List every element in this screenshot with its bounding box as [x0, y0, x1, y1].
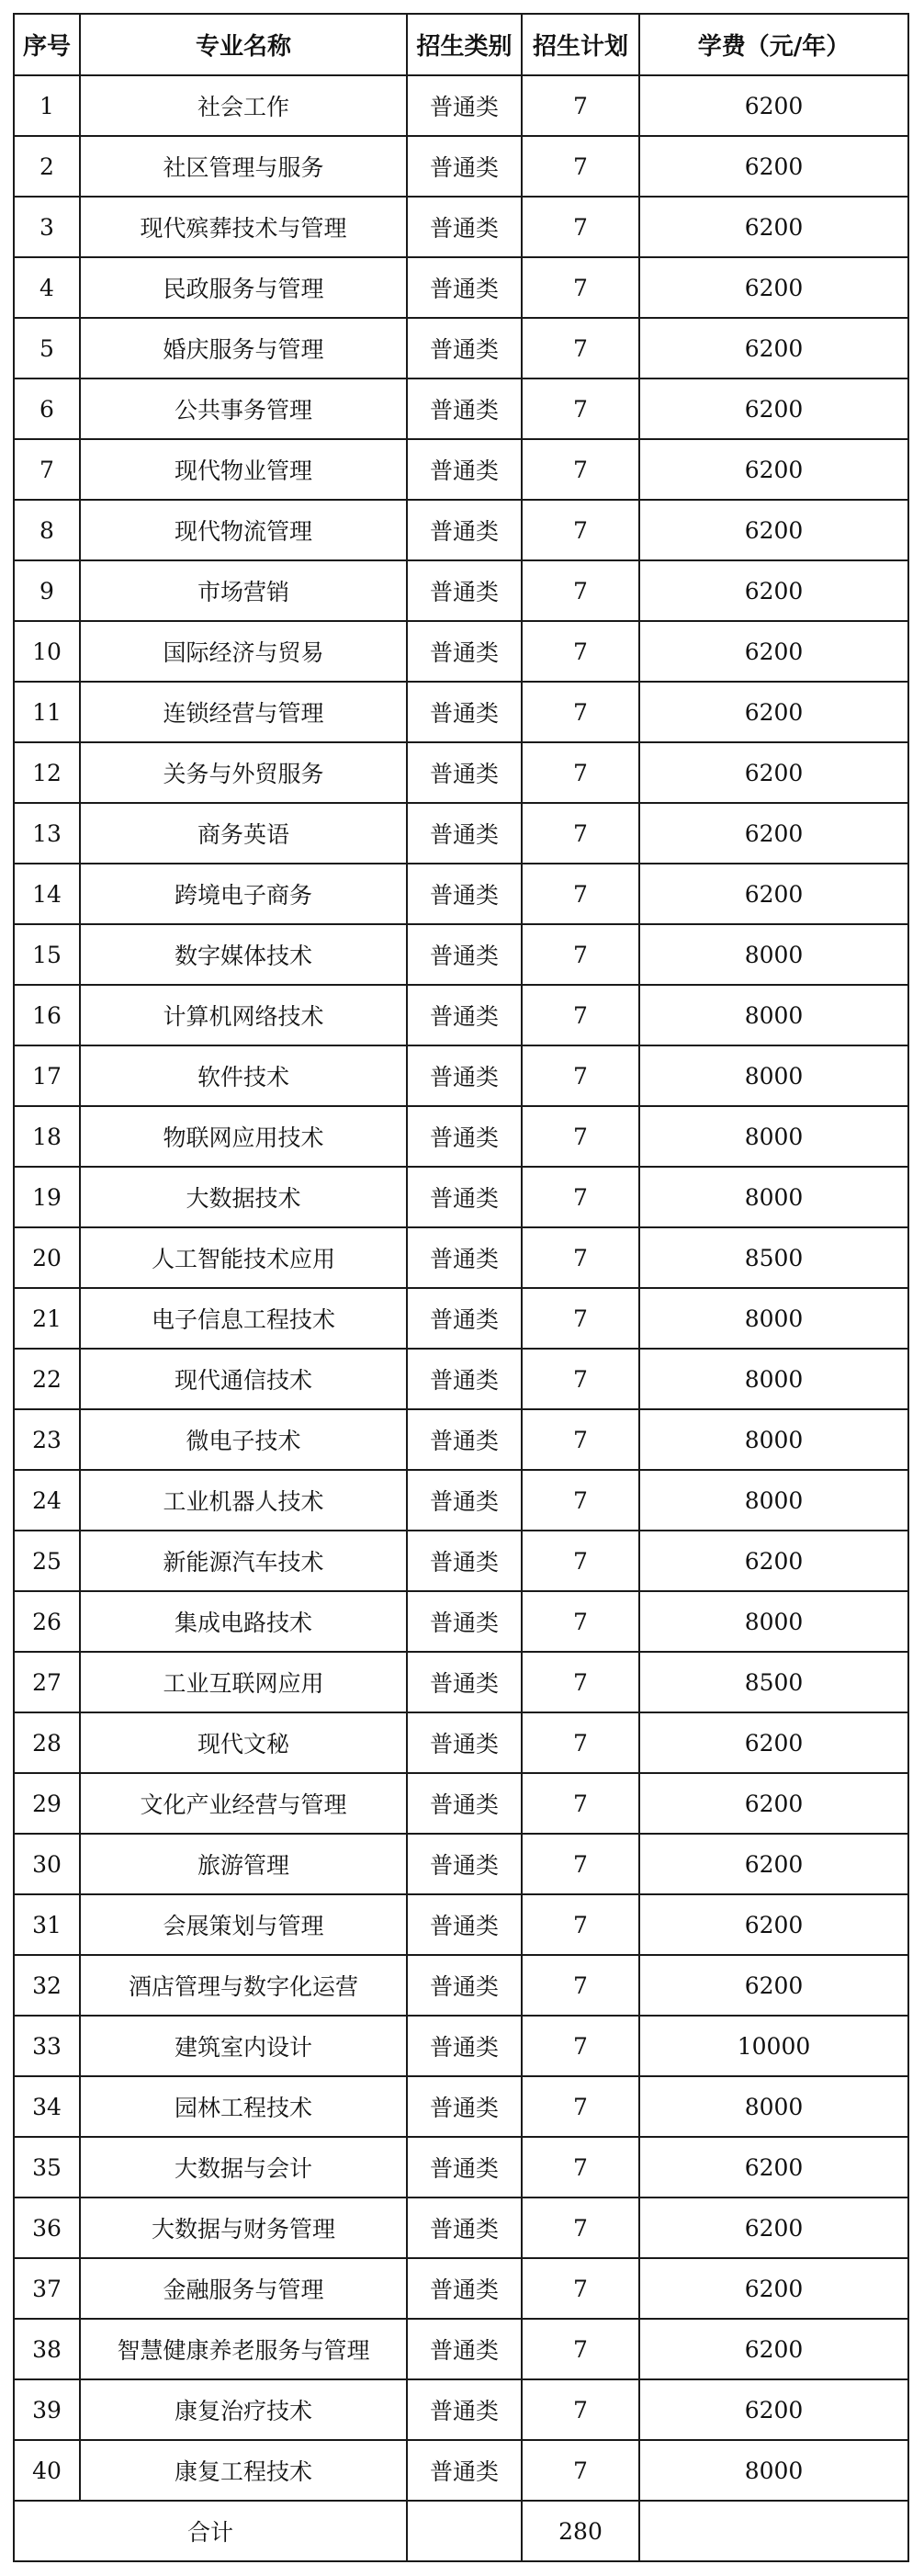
cell-enroll-plan: 7: [522, 1955, 639, 2016]
cell-enroll-type: 普通类: [407, 257, 522, 318]
table-row: [14, 1349, 908, 1409]
cell-tuition: 6200: [639, 2379, 908, 2440]
cell-tuition: 8000: [639, 985, 908, 1045]
cell-major-name: 物联网应用技术: [80, 1106, 407, 1167]
cell-enroll-plan: 7: [522, 2016, 639, 2076]
cell-enroll-plan: 7: [522, 500, 639, 560]
cell-no: 19: [14, 1167, 80, 1227]
cell-enroll-type: 普通类: [407, 2440, 522, 2501]
cell-no: 34: [14, 2076, 80, 2137]
cell-no: 3: [14, 197, 80, 257]
cell-major-name: 金融服务与管理: [80, 2258, 407, 2319]
cell-no: 38: [14, 2319, 80, 2379]
table-row: [14, 1045, 908, 1106]
cell-tuition: 6200: [639, 1834, 908, 1894]
cell-tuition: 6200: [639, 1712, 908, 1773]
header-no: 序号: [14, 14, 80, 75]
table-row: [14, 197, 908, 257]
cell-enroll-type: 普通类: [407, 197, 522, 257]
cell-major-name: 社区管理与服务: [80, 136, 407, 197]
cell-enroll-type: 普通类: [407, 2016, 522, 2076]
cell-tuition: 8000: [639, 1470, 908, 1531]
enrollment-table: [13, 13, 909, 2562]
cell-enroll-plan: 7: [522, 2076, 639, 2137]
cell-no: 4: [14, 257, 80, 318]
cell-no: 36: [14, 2198, 80, 2258]
cell-tuition: 6200: [639, 1773, 908, 1834]
cell-no: 37: [14, 2258, 80, 2319]
table-row: [14, 682, 908, 742]
cell-major-name: 商务英语: [80, 803, 407, 864]
cell-enroll-type: 普通类: [407, 1652, 522, 1712]
cell-major-name: 会展策划与管理: [80, 1894, 407, 1955]
cell-no: 25: [14, 1531, 80, 1591]
cell-major-name: 连锁经营与管理: [80, 682, 407, 742]
table-row: [14, 136, 908, 197]
cell-major-name: 集成电路技术: [80, 1591, 407, 1652]
cell-tuition: 6200: [639, 1894, 908, 1955]
table-row: [14, 1531, 908, 1591]
cell-enroll-type: 普通类: [407, 682, 522, 742]
cell-major-name: 婚庆服务与管理: [80, 318, 407, 378]
cell-no: 12: [14, 742, 80, 803]
cell-enroll-plan: 7: [522, 2137, 639, 2198]
cell-tuition: 6200: [639, 682, 908, 742]
cell-enroll-type: 普通类: [407, 500, 522, 560]
cell-no: 18: [14, 1106, 80, 1167]
cell-no: 2: [14, 136, 80, 197]
table-row: [14, 257, 908, 318]
total-label: 合计: [14, 2501, 407, 2561]
cell-enroll-type: 普通类: [407, 1288, 522, 1349]
cell-no: 20: [14, 1227, 80, 1288]
cell-no: 27: [14, 1652, 80, 1712]
cell-enroll-plan: 7: [522, 2379, 639, 2440]
cell-major-name: 国际经济与贸易: [80, 621, 407, 682]
cell-enroll-plan: 7: [522, 1470, 639, 1531]
cell-enroll-plan: 7: [522, 197, 639, 257]
cell-no: 23: [14, 1409, 80, 1470]
cell-enroll-type: 普通类: [407, 1894, 522, 1955]
cell-no: 17: [14, 1045, 80, 1106]
cell-enroll-type: 普通类: [407, 1712, 522, 1773]
total-type: [407, 2501, 522, 2561]
cell-tuition: 6200: [639, 1531, 908, 1591]
cell-tuition: 6200: [639, 75, 908, 136]
cell-major-name: 电子信息工程技术: [80, 1288, 407, 1349]
header-tuition: 学费（元/年）: [639, 14, 908, 75]
cell-major-name: 市场营销: [80, 560, 407, 621]
cell-tuition: 6200: [639, 197, 908, 257]
table-row: [14, 1712, 908, 1773]
table-row: [14, 924, 908, 985]
cell-enroll-plan: 7: [522, 439, 639, 500]
cell-tuition: 6200: [639, 621, 908, 682]
cell-enroll-plan: 7: [522, 682, 639, 742]
cell-no: 1: [14, 75, 80, 136]
cell-no: 32: [14, 1955, 80, 2016]
cell-tuition: 6200: [639, 864, 908, 924]
cell-tuition: 8500: [639, 1227, 908, 1288]
table-row: [14, 1955, 908, 2016]
cell-enroll-plan: 7: [522, 1894, 639, 1955]
cell-enroll-plan: 7: [522, 257, 639, 318]
cell-enroll-plan: 7: [522, 2440, 639, 2501]
cell-no: 30: [14, 1834, 80, 1894]
cell-enroll-plan: 7: [522, 2319, 639, 2379]
cell-major-name: 现代殡葬技术与管理: [80, 197, 407, 257]
table-row: [14, 2016, 908, 2076]
total-row: [14, 2501, 908, 2561]
table-row: [14, 1470, 908, 1531]
cell-enroll-plan: 7: [522, 864, 639, 924]
cell-major-name: 康复治疗技术: [80, 2379, 407, 2440]
table-row: [14, 803, 908, 864]
cell-major-name: 旅游管理: [80, 1834, 407, 1894]
cell-no: 14: [14, 864, 80, 924]
cell-tuition: 6200: [639, 318, 908, 378]
cell-tuition: 8000: [639, 2440, 908, 2501]
cell-enroll-type: 普通类: [407, 1470, 522, 1531]
cell-enroll-type: 普通类: [407, 560, 522, 621]
cell-enroll-plan: 7: [522, 1349, 639, 1409]
cell-tuition: 6200: [639, 1955, 908, 2016]
cell-tuition: 8000: [639, 1167, 908, 1227]
cell-tuition: 8000: [639, 2076, 908, 2137]
cell-no: 16: [14, 985, 80, 1045]
cell-enroll-plan: 7: [522, 1167, 639, 1227]
table-body: [14, 75, 908, 2501]
cell-enroll-plan: 7: [522, 1227, 639, 1288]
cell-tuition: 6200: [639, 2198, 908, 2258]
cell-enroll-plan: 7: [522, 378, 639, 439]
cell-tuition: 8000: [639, 1106, 908, 1167]
cell-major-name: 康复工程技术: [80, 2440, 407, 2501]
cell-tuition: 8000: [639, 1349, 908, 1409]
cell-enroll-type: 普通类: [407, 2198, 522, 2258]
cell-major-name: 计算机网络技术: [80, 985, 407, 1045]
cell-major-name: 民政服务与管理: [80, 257, 407, 318]
cell-no: 22: [14, 1349, 80, 1409]
cell-no: 28: [14, 1712, 80, 1773]
cell-major-name: 新能源汽车技术: [80, 1531, 407, 1591]
table-row: [14, 1106, 908, 1167]
cell-enroll-type: 普通类: [407, 1409, 522, 1470]
cell-enroll-plan: 7: [522, 803, 639, 864]
cell-no: 40: [14, 2440, 80, 2501]
cell-no: 15: [14, 924, 80, 985]
cell-enroll-type: 普通类: [407, 1045, 522, 1106]
cell-enroll-type: 普通类: [407, 136, 522, 197]
cell-major-name: 大数据技术: [80, 1167, 407, 1227]
cell-enroll-type: 普通类: [407, 2258, 522, 2319]
table-row: [14, 1894, 908, 1955]
table-row: [14, 500, 908, 560]
cell-enroll-plan: 7: [522, 1773, 639, 1834]
cell-major-name: 文化产业经营与管理: [80, 1773, 407, 1834]
table-row: [14, 1288, 908, 1349]
cell-enroll-plan: 7: [522, 560, 639, 621]
cell-tuition: 8500: [639, 1652, 908, 1712]
cell-no: 9: [14, 560, 80, 621]
cell-enroll-plan: 7: [522, 318, 639, 378]
cell-enroll-plan: 7: [522, 1591, 639, 1652]
cell-major-name: 大数据与会计: [80, 2137, 407, 2198]
cell-tuition: 6200: [639, 803, 908, 864]
cell-no: 21: [14, 1288, 80, 1349]
cell-enroll-type: 普通类: [407, 1227, 522, 1288]
cell-no: 13: [14, 803, 80, 864]
table-row: [14, 378, 908, 439]
cell-enroll-type: 普通类: [407, 2319, 522, 2379]
table-row: [14, 2379, 908, 2440]
cell-no: 8: [14, 500, 80, 560]
table-row: [14, 439, 908, 500]
table-row: [14, 2319, 908, 2379]
cell-tuition: 6200: [639, 257, 908, 318]
cell-tuition: 6200: [639, 378, 908, 439]
cell-enroll-type: 普通类: [407, 1834, 522, 1894]
cell-tuition: 6200: [639, 136, 908, 197]
table-row: [14, 864, 908, 924]
cell-major-name: 现代文秘: [80, 1712, 407, 1773]
cell-no: 33: [14, 2016, 80, 2076]
cell-no: 31: [14, 1894, 80, 1955]
table-row: [14, 1834, 908, 1894]
cell-enroll-plan: 7: [522, 2258, 639, 2319]
table-row: [14, 2198, 908, 2258]
cell-enroll-type: 普通类: [407, 864, 522, 924]
cell-major-name: 工业互联网应用: [80, 1652, 407, 1712]
table-row: [14, 560, 908, 621]
cell-major-name: 工业机器人技术: [80, 1470, 407, 1531]
cell-enroll-plan: 7: [522, 1652, 639, 1712]
cell-enroll-plan: 7: [522, 1106, 639, 1167]
cell-enroll-plan: 7: [522, 75, 639, 136]
table-row: [14, 1591, 908, 1652]
cell-no: 26: [14, 1591, 80, 1652]
cell-major-name: 大数据与财务管理: [80, 2198, 407, 2258]
cell-enroll-type: 普通类: [407, 1167, 522, 1227]
cell-tuition: 6200: [639, 2137, 908, 2198]
cell-no: 5: [14, 318, 80, 378]
cell-enroll-plan: 7: [522, 985, 639, 1045]
cell-enroll-type: 普通类: [407, 75, 522, 136]
cell-no: 11: [14, 682, 80, 742]
table-row: [14, 2440, 908, 2501]
cell-major-name: 现代物业管理: [80, 439, 407, 500]
cell-enroll-plan: 7: [522, 1288, 639, 1349]
cell-enroll-type: 普通类: [407, 1531, 522, 1591]
header-enroll-type: 招生类别: [407, 14, 522, 75]
table-row: [14, 742, 908, 803]
cell-enroll-plan: 7: [522, 1712, 639, 1773]
cell-major-name: 微电子技术: [80, 1409, 407, 1470]
cell-enroll-type: 普通类: [407, 439, 522, 500]
cell-enroll-plan: 7: [522, 1045, 639, 1106]
cell-enroll-type: 普通类: [407, 803, 522, 864]
table-row: [14, 1409, 908, 1470]
cell-tuition: 6200: [639, 500, 908, 560]
cell-tuition: 6200: [639, 2319, 908, 2379]
cell-no: 24: [14, 1470, 80, 1531]
cell-enroll-type: 普通类: [407, 318, 522, 378]
cell-tuition: 8000: [639, 1288, 908, 1349]
table-row: [14, 1167, 908, 1227]
cell-no: 10: [14, 621, 80, 682]
cell-tuition: 8000: [639, 1045, 908, 1106]
table-row: [14, 1227, 908, 1288]
table-row: [14, 1773, 908, 1834]
cell-enroll-type: 普通类: [407, 1955, 522, 2016]
cell-major-name: 社会工作: [80, 75, 407, 136]
cell-enroll-plan: 7: [522, 1531, 639, 1591]
cell-major-name: 跨境电子商务: [80, 864, 407, 924]
cell-major-name: 园林工程技术: [80, 2076, 407, 2137]
cell-no: 6: [14, 378, 80, 439]
cell-tuition: 8000: [639, 1409, 908, 1470]
cell-enroll-type: 普通类: [407, 2379, 522, 2440]
cell-enroll-type: 普通类: [407, 1106, 522, 1167]
cell-enroll-type: 普通类: [407, 1773, 522, 1834]
cell-tuition: 10000: [639, 2016, 908, 2076]
cell-enroll-plan: 7: [522, 2198, 639, 2258]
cell-major-name: 数字媒体技术: [80, 924, 407, 985]
table-row: [14, 2137, 908, 2198]
cell-enroll-type: 普通类: [407, 742, 522, 803]
cell-major-name: 现代通信技术: [80, 1349, 407, 1409]
cell-major-name: 建筑室内设计: [80, 2016, 407, 2076]
cell-enroll-type: 普通类: [407, 924, 522, 985]
cell-major-name: 酒店管理与数字化运营: [80, 1955, 407, 2016]
total-fee: [639, 2501, 908, 2561]
cell-enroll-type: 普通类: [407, 1349, 522, 1409]
cell-no: 7: [14, 439, 80, 500]
cell-enroll-type: 普通类: [407, 985, 522, 1045]
header-major-name: 专业名称: [80, 14, 407, 75]
cell-enroll-plan: 7: [522, 136, 639, 197]
cell-enroll-type: 普通类: [407, 621, 522, 682]
table-row: [14, 621, 908, 682]
cell-enroll-type: 普通类: [407, 2076, 522, 2137]
cell-enroll-plan: 7: [522, 924, 639, 985]
cell-tuition: 8000: [639, 924, 908, 985]
cell-enroll-plan: 7: [522, 1834, 639, 1894]
cell-major-name: 软件技术: [80, 1045, 407, 1106]
cell-tuition: 6200: [639, 560, 908, 621]
cell-tuition: 6200: [639, 439, 908, 500]
total-plan: 280: [522, 2501, 639, 2561]
cell-enroll-plan: 7: [522, 742, 639, 803]
cell-major-name: 关务与外贸服务: [80, 742, 407, 803]
cell-no: 29: [14, 1773, 80, 1834]
cell-enroll-type: 普通类: [407, 1591, 522, 1652]
table-row: [14, 2076, 908, 2137]
cell-no: 35: [14, 2137, 80, 2198]
cell-tuition: 6200: [639, 2258, 908, 2319]
cell-tuition: 8000: [639, 1591, 908, 1652]
table-row: [14, 1652, 908, 1712]
table-row: [14, 318, 908, 378]
cell-major-name: 公共事务管理: [80, 378, 407, 439]
table-row: [14, 75, 908, 136]
cell-enroll-plan: 7: [522, 1409, 639, 1470]
cell-enroll-plan: 7: [522, 621, 639, 682]
header-enroll-plan: 招生计划: [522, 14, 639, 75]
table-row: [14, 985, 908, 1045]
cell-enroll-type: 普通类: [407, 2137, 522, 2198]
cell-major-name: 智慧健康养老服务与管理: [80, 2319, 407, 2379]
cell-major-name: 人工智能技术应用: [80, 1227, 407, 1288]
cell-no: 39: [14, 2379, 80, 2440]
table-row: [14, 2258, 908, 2319]
cell-enroll-type: 普通类: [407, 378, 522, 439]
cell-tuition: 6200: [639, 742, 908, 803]
cell-major-name: 现代物流管理: [80, 500, 407, 560]
table-header-row: [14, 14, 908, 75]
